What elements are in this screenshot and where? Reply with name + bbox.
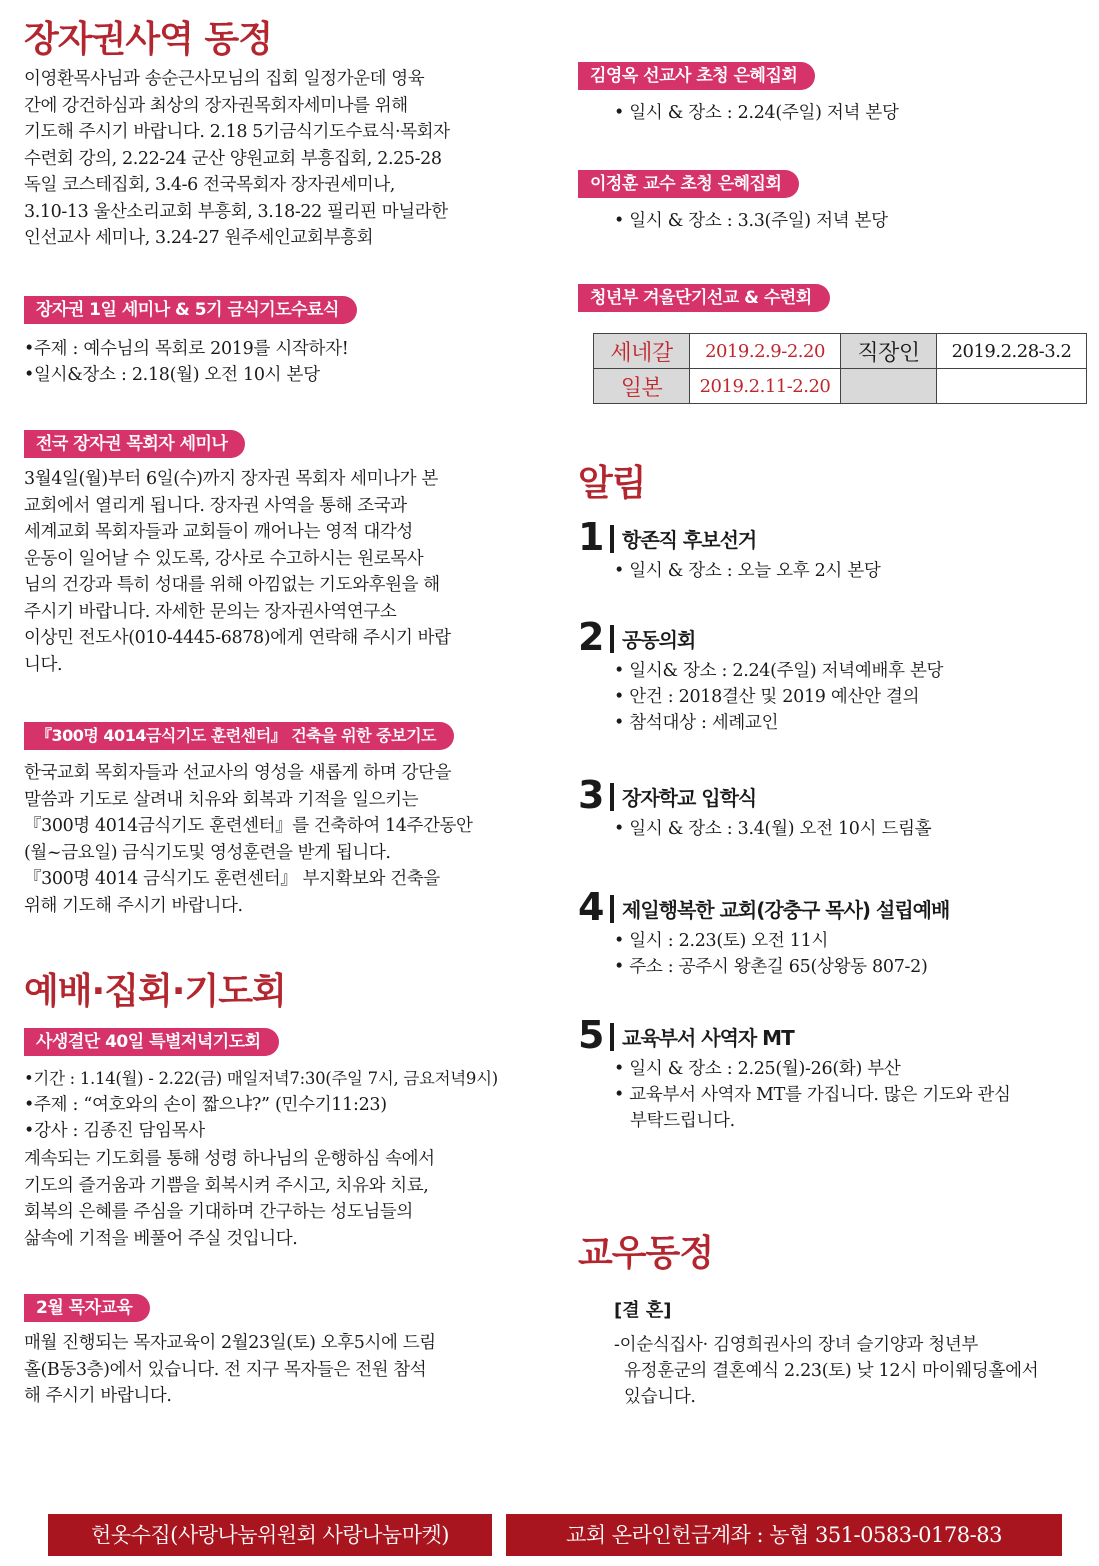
- national-seminar-line: 니다.: [24, 654, 63, 675]
- table-cell: [841, 369, 937, 404]
- national-seminar-line: 이상민 전도사(010-4445-6878)에게 연락해 주시기 바랍: [24, 628, 451, 648]
- seminar-topic: •주제 : 예수님의 목회로 2019를 시작하자!: [24, 339, 349, 359]
- ministry-section-title: 장자권사역 동정: [24, 19, 272, 60]
- shepherd-edu-pill: 2월 목자교육: [24, 1294, 150, 1322]
- ministry-line: 간에 강건하심과 최상의 장자권목회자세미나를 위해: [24, 95, 408, 116]
- notice-item: [578, 1013, 1088, 1134]
- notice-number: 2: [578, 615, 605, 659]
- training-center-body: [24, 760, 536, 919]
- notice-line: • 일시 & 장소 : 2.25(월)-26(화) 부산: [614, 1059, 901, 1079]
- revival1-schedule: • 일시 & 장소 : 2.24(주일) 저녁 본당: [614, 103, 899, 123]
- notices-section-title: 알림: [578, 463, 646, 504]
- ministry-line: 이영환목사님과 송순근사모님의 집회 일정가운데 영육: [24, 69, 425, 89]
- notice-title: 교육부서 사역자 MT: [622, 1026, 794, 1050]
- notice-divider: [610, 625, 614, 653]
- notice-divider: [610, 525, 614, 553]
- notice-line: • 참석대상 : 세례교인: [614, 713, 779, 733]
- ministry-line: 3.10-13 울산소리교회 부흥회, 3.18-22 필리핀 마닐라한: [24, 201, 448, 222]
- revival2-pill: 이정훈 교수 초청 은혜집회: [578, 170, 799, 198]
- wedding-line: 있습니다.: [624, 1387, 696, 1407]
- worship-section-title: 예배·집회·기도회: [24, 971, 286, 1012]
- training-center-line: 위해 기도해 주시기 바랍니다.: [24, 895, 243, 916]
- shepherd-edu-body: [24, 1330, 536, 1410]
- revival1-pill: 김영옥 선교사 초청 은혜집회: [578, 62, 815, 90]
- worship-line: 삶속에 기적을 베풀어 주실 것입니다.: [24, 1228, 298, 1249]
- table-row: [594, 369, 1087, 404]
- footer-offering-account: 교회 온라인헌금계좌 : 농협 351-0583-0178-83: [506, 1514, 1062, 1556]
- ministry-body: [24, 66, 536, 252]
- training-center-line: 『300명 4014 금식기도 훈련센터』 부지확보와 건축을: [24, 869, 440, 889]
- shepherd-edu-line: 매월 진행되는 목자교육이 2월23일(토) 오후5시에 드림: [24, 1333, 436, 1353]
- wedding-line: -이순식집사· 김영희권사의 장녀 슬기양과 청년부: [614, 1335, 979, 1355]
- training-center-line: 한국교회 목회자들과 선교사의 영성을 새롭게 하며 강단을: [24, 763, 452, 783]
- notice-divider: [610, 1023, 614, 1051]
- notice-item: [578, 515, 1088, 584]
- footer-clothes-collection: 헌옷수집(사랑나눔위원회 사랑나눔마켓): [48, 1514, 492, 1556]
- training-center-line: (월~금요일) 금식기도및 영성훈련을 받게 됩니다.: [24, 842, 391, 863]
- notice-title: 제일행복한 교회(강충구 목사) 설립예배: [622, 898, 950, 922]
- national-seminar-line: 운동이 일어날 수 있도록, 강사로 수고하시는 원로목사: [24, 548, 424, 569]
- notice-number: 5: [578, 1013, 605, 1057]
- worship-speaker: •강사 : 김종진 담임목사: [24, 1121, 205, 1141]
- national-seminar-body: [24, 466, 536, 678]
- table-cell: 세네갈: [594, 334, 690, 369]
- training-center-pill: 『300명 4014금식기도 훈련센터』 건축을 위한 중보기도: [24, 722, 454, 750]
- table-cell: [937, 369, 1087, 404]
- worship-info: [24, 1066, 536, 1144]
- ministry-line: 수련회 강의, 2.22-24 군산 양원교회 부흥집회, 2.25-28: [24, 148, 442, 169]
- youth-pill: 청년부 겨울단기선교 & 수련회: [578, 284, 830, 312]
- members-section-title: 교우동정: [578, 1233, 714, 1274]
- ministry-line: 인선교사 세미나, 3.24-27 원주세인교회부흥회: [24, 228, 374, 248]
- seminar-one-day-info: [24, 336, 536, 388]
- table-cell: 2019.2.28-3.2: [937, 334, 1087, 369]
- notice-item: [578, 885, 1088, 980]
- table-cell: 2019.2.9-2.20: [690, 334, 841, 369]
- shepherd-edu-line: 홀(B동3층)에서 있습니다. 전 지구 목자들은 전원 참석: [24, 1359, 427, 1380]
- worship-period: •기간 : 1.14(월) - 2.22(금) 매일저녁7:30(주일 7시, 금요저녁9시): [24, 1069, 498, 1088]
- ministry-line: 기도해 주시기 바랍니다. 2.18 5기금식기도수료식·목회자: [24, 122, 450, 142]
- notice-divider: [610, 895, 614, 923]
- notice-line: • 일시 & 장소 : 3.4(월) 오전 10시 드림홀: [614, 819, 932, 839]
- national-seminar-line: 세계교회 목회자들과 교회들이 깨어나는 영적 대각성: [24, 522, 413, 542]
- notice-item: [578, 615, 1088, 736]
- wedding-subheading: [결 혼]: [614, 1300, 672, 1321]
- national-seminar-line: 님의 건강과 특히 성대를 위해 아낌없는 기도와후원을 해: [24, 575, 440, 595]
- national-seminar-line: 교회에서 열리게 됩니다. 장자권 사역을 통해 조국과: [24, 495, 407, 516]
- notice-item: [578, 773, 1088, 842]
- notice-line: • 일시 : 2.23(토) 오전 11시: [614, 931, 829, 951]
- notice-line: • 주소 : 공주시 왕촌길 65(상왕동 807-2): [614, 957, 928, 977]
- national-seminar-line: 주시기 바랍니다. 자세한 문의는 장자권사역연구소: [24, 601, 397, 622]
- wedding-body: [614, 1332, 1088, 1410]
- notice-title: 공동의회: [622, 628, 696, 652]
- worship-pill: 사생결단 40일 특별저녁기도회: [24, 1028, 279, 1056]
- notice-number: 4: [578, 885, 605, 929]
- notice-line: • 일시 & 장소 : 오늘 오후 2시 본당: [614, 561, 881, 581]
- notice-title: 장자학교 입학식: [622, 786, 757, 810]
- training-center-line: 말씀과 기도로 살려내 치유와 회복과 기적을 일으키는: [24, 789, 419, 810]
- worship-body: [24, 1146, 536, 1252]
- national-seminar-line: 3월4일(월)부터 6일(수)까지 장자권 목회자 세미나가 본: [24, 469, 438, 489]
- notice-line: • 교육부서 사역자 MT를 가집니다. 많은 기도와 관심: [614, 1085, 1011, 1105]
- table-cell: 2019.2.11-2.20: [690, 369, 841, 404]
- revival2-schedule: • 일시 & 장소 : 3.3(주일) 저녁 본당: [614, 211, 888, 231]
- worship-topic: •주제 : “여호와의 손이 짧으냐?” (민수기11:23): [24, 1095, 387, 1115]
- notice-title: 항존직 후보선거: [622, 528, 757, 552]
- table-cell: 직장인: [841, 334, 937, 369]
- national-seminar-pill: 전국 장자권 목회자 세미나: [24, 430, 245, 458]
- worship-line: 기도의 즐거움과 기쁨을 회복시켜 주시고, 치유와 치료,: [24, 1175, 429, 1196]
- ministry-line: 독일 코스테집회, 3.4-6 전국목회자 장자권세미나,: [24, 175, 395, 195]
- shepherd-edu-line: 해 주시기 바랍니다.: [24, 1386, 172, 1406]
- seminar-schedule: •일시&장소 : 2.18(월) 오전 10시 본당: [24, 365, 320, 385]
- notice-line: 부탁드립니다.: [630, 1111, 735, 1131]
- notice-number: 3: [578, 773, 605, 817]
- wedding-line: 유정훈군의 결혼예식 2.23(토) 낮 12시 마이웨딩홀에서: [624, 1361, 1039, 1381]
- training-center-line: 『300명 4014금식기도 훈련센터』를 건축하여 14주간동안: [24, 816, 473, 836]
- table-row: [594, 334, 1087, 369]
- worship-line: 계속되는 기도회를 통해 성령 하나님의 운행하심 속에서: [24, 1149, 435, 1169]
- youth-schedule-table: [593, 333, 1087, 404]
- table-cell: 일본: [594, 369, 690, 404]
- notice-line: • 일시& 장소 : 2.24(주일) 저녁예배후 본당: [614, 661, 944, 681]
- notice-number: 1: [578, 515, 605, 559]
- worship-line: 회복의 은혜를 주심을 기대하며 간구하는 성도님들의: [24, 1202, 413, 1222]
- notice-divider: [610, 783, 614, 811]
- seminar-one-day-pill: 장자권 1일 세미나 & 5기 금식기도수료식: [24, 296, 357, 324]
- notice-line: • 안건 : 2018결산 및 2019 예산안 결의: [614, 687, 920, 707]
